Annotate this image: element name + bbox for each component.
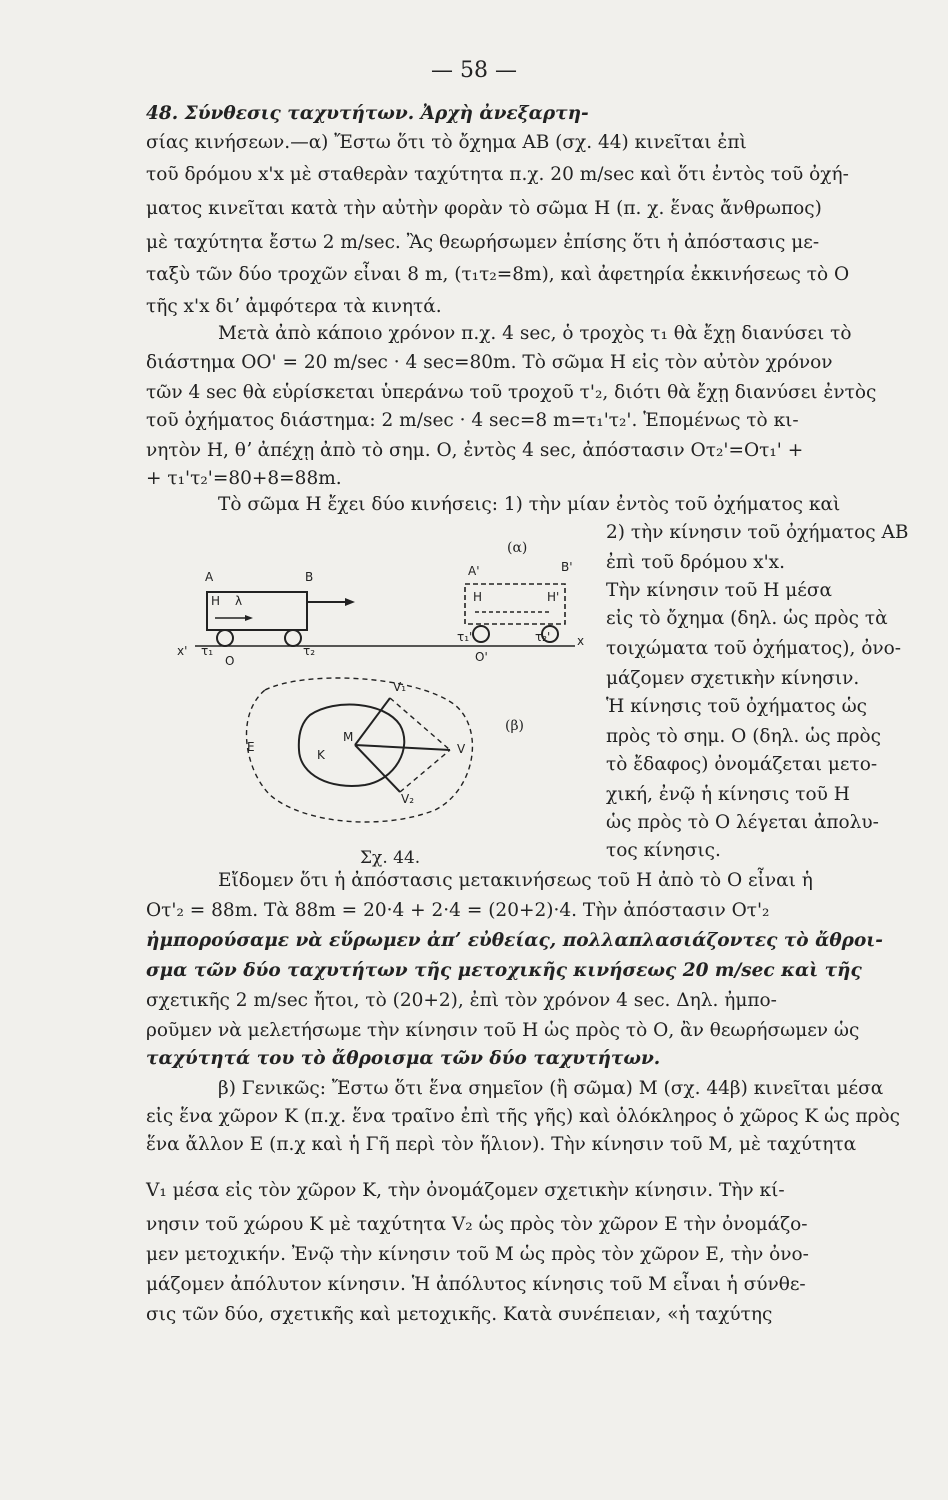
text-line: διάστημα ΟΟ' = 20 m/sec · 4 sec=80m. Τὸ σῶμα Η εἰς τὸν αὐτὸν χρόνον xyxy=(146,352,833,373)
text-line: Ἡ κίνησις τοῦ ὀχήματος ὡς xyxy=(606,696,868,717)
figure-label: Ε xyxy=(247,740,255,754)
text-line: νησιν τοῦ χώρου Κ μὲ ταχύτητα V₂ ὡς πρὸς τὸν χῶρον Ε τὴν ὀνομάζο- xyxy=(146,1214,808,1235)
figure-44-svg xyxy=(195,540,605,870)
figure-caption: Σχ. 44. xyxy=(360,848,421,868)
text-line: τοῦ δρόμου x'x μὲ σταθερὰν ταχύτητα π.χ. 20 m/sec καὶ ὅτι ἐντὸς τοῦ ὀχή- xyxy=(146,164,849,185)
figure-label: Β xyxy=(305,570,314,584)
figure-44 xyxy=(177,540,605,870)
figure-label: x' xyxy=(177,644,188,658)
figure-label: Β' xyxy=(561,560,573,574)
text-line: ἠμπορούσαμε νὰ εὕρωμεν ἀπʼ εὐθείας, πολλαπλασιάζοντες τὸ ἄθροι- xyxy=(146,930,883,951)
figure-label: Ο' xyxy=(475,650,488,664)
text-line: πρὸς τὸ σημ. Ο (δηλ. ὡς πρὸς xyxy=(606,726,881,747)
text-line: ταξὺ τῶν δύο τροχῶν εἶναι 8 m, (τ₁τ₂=8m), καὶ ἀφετηρία ἐκκινήσεως τὸ Ο xyxy=(146,264,850,285)
text-line: Εἴδομεν ὅτι ἡ ἀπόστασις μετακινήσεως τοῦ Η ἀπὸ τὸ Ο εἶναι ἡ xyxy=(218,870,813,891)
text-line: εἰς τὸ ὄχημα (δηλ. ὡς πρὸς τὰ xyxy=(606,608,888,629)
figure-label: τ₁ xyxy=(201,644,214,658)
text-line: ματος κινεῖται κατὰ τὴν αὐτὴν φορὰν τὸ σῶμα Η (π. χ. ἕνας ἄνθρωπος) xyxy=(146,198,822,219)
text-line: Τὴν κίνησιν τοῦ Η μέσα xyxy=(606,580,832,601)
text-line: Τὸ σῶμα Η ἔχει δύο κινήσεις: 1) τὴν μίαν ἐντὸς τοῦ ὀχήματος καὶ xyxy=(218,494,841,515)
text-line: ὡς πρὸς τὸ Ο λέγεται ἀπολυ- xyxy=(606,812,879,833)
wheel-t1-prime xyxy=(473,626,489,642)
figure-label: x xyxy=(577,634,585,648)
text-line: ταχύτητά του τὸ ἄθροισμα τῶν δύο ταχυτήτων. xyxy=(146,1048,661,1069)
figure-label: Η xyxy=(211,594,221,608)
text-line: + τ₁'τ₂'=80+8=88m. xyxy=(146,468,342,489)
text-line: νητὸν Η, θʼ ἀπέχῃ ἀπὸ τὸ σημ. Ο, ἐντὸς 4 sec, ἀπόστασιν Οτ₂'=Οτ₁' + xyxy=(146,440,804,461)
figure-label: Α xyxy=(205,570,214,584)
figure-label: V₁ xyxy=(393,680,407,694)
wagon-ab xyxy=(207,592,307,630)
parallelogram-side xyxy=(400,750,450,792)
figure-label: V xyxy=(457,742,466,756)
page-number: — 58 — xyxy=(431,58,517,83)
text-line: μάζομεν ἀπόλυτον κίνησιν. Ἡ ἀπόλυτος κίνησις τοῦ Μ εἶναι ἡ σύνθε- xyxy=(146,1274,806,1295)
figure-label: Α' xyxy=(468,564,480,578)
figure-label-a: (α) xyxy=(507,540,528,556)
text-line: τῶν 4 sec θὰ εὑρίσκεται ὑπεράνω τοῦ τροχοῦ τ'₂, διότι θὰ ἔχῃ διανύσει ἐντὸς xyxy=(146,382,877,403)
text-line: Οτ'₂ = 88m. Τὰ 88m = 20·4 + 2·4 = (20+2)·4. Τὴν ἀπόστασιν Οτ'₂ xyxy=(146,900,770,921)
text-line: τῆς x'x διʼ ἀμφότερα τὰ κινητά. xyxy=(146,296,442,317)
figure-label: τ₂ xyxy=(303,644,316,658)
figure-label: τ₂' xyxy=(535,630,551,644)
text-line: Μετὰ ἀπὸ κάποιο χρόνον π.χ. 4 sec, ὁ τροχὸς τ₁ θὰ ἔχῃ διανύσει τὸ xyxy=(218,323,852,344)
figure-label: V₂ xyxy=(401,792,415,806)
text-line: 2) τὴν κίνησιν τοῦ ὀχήματος ΑΒ xyxy=(606,522,909,543)
text-line: ροῦμεν νὰ μελετήσωμε τὴν κίνησιν τοῦ Η ὡς πρὸς τὸ Ο, ἂν θεωρήσωμεν ὡς xyxy=(146,1020,860,1041)
text-line: ἕνα ἄλλον Ε (π.χ καὶ ἡ Γῆ περὶ τὸν ἥλιον). Τὴν κίνησιν τοῦ Μ, μὲ ταχύτητα xyxy=(146,1134,857,1155)
wheel-t1 xyxy=(217,630,233,646)
text-line: χική, ἐνῷ ἡ κίνησις τοῦ Η xyxy=(606,784,850,805)
text-line: μεν μετοχικήν. Ἐνῷ τὴν κίνησιν τοῦ Μ ὡς πρὸς τὸν χῶρον Ε, τὴν ὀνο- xyxy=(146,1244,809,1265)
text-line: V₁ μέσα εἰς τὸν χῶρον Κ, τὴν ὀνομάζομεν σχετικὴν κίνησιν. Τὴν κί- xyxy=(146,1180,785,1201)
text-line: τὸ ἔδαφος) ὀνομάζεται μετο- xyxy=(606,754,878,775)
figure-label: Η' xyxy=(547,590,560,604)
wheel-t2 xyxy=(285,630,301,646)
figure-label-b: (β) xyxy=(505,718,525,734)
arrow-head xyxy=(245,615,253,621)
text-line: τος κίνησις. xyxy=(606,840,721,861)
text-line: εἰς ἕνα χῶρον Κ (π.χ. ἕνα τραῖνο ἐπὶ τῆς γῆς) καὶ ὁλόκληρος ὁ χῶρος Κ ὡς πρὸς xyxy=(146,1106,900,1127)
text-line: σχετικῆς 2 m/sec ἤτοι, τὸ (20+2), ἐπὶ τὸν χρόνον 4 sec. Δηλ. ἠμπο- xyxy=(146,990,777,1011)
text-line: β) Γενικῶς: Ἔστω ὅτι ἕνα σημεῖον (ἢ σῶμα) Μ (σχ. 44β) κινεῖται μέσα xyxy=(218,1078,884,1099)
text-line: σμα τῶν δύο ταχυτήτων τῆς μετοχικῆς κινήσεως 20 m/sec καὶ τῆς xyxy=(146,960,862,981)
figure-label: λ xyxy=(235,594,243,608)
text-line: τοιχώματα τοῦ ὀχήματος), ὀνο- xyxy=(606,638,901,659)
figure-label: Ο xyxy=(225,654,235,668)
arrow-head xyxy=(345,598,355,606)
text-line: μάζομεν σχετικὴν κίνησιν. xyxy=(606,668,860,689)
text-line: 48. Σύνθεσις ταχυτήτων. Ἀρχὴ ἀνεξαρτη- xyxy=(146,103,589,124)
text-line: ἐπὶ τοῦ δρόμου x'x. xyxy=(606,552,785,573)
figure-label: Μ xyxy=(343,730,354,744)
text-line: σίας κινήσεων.—α) Ἔστω ὅτι τὸ ὄχημα ΑΒ (σχ. 44) κινεῖται ἐπὶ xyxy=(146,132,747,153)
figure-label: τ₁' xyxy=(457,630,473,644)
text-line: τοῦ ὀχήματος διάστημα: 2 m/sec · 4 sec=8 m=τ₁'τ₂'. Ἑπομένως τὸ κι- xyxy=(146,410,799,431)
figure-label: Η xyxy=(473,590,483,604)
text-line: μὲ ταχύτητα ἔστω 2 m/sec. Ἂς θεωρήσωμεν ἐπίσης ὅτι ἡ ἀπόστασις με- xyxy=(146,232,820,253)
region-k xyxy=(299,705,404,786)
figure-label: Κ xyxy=(317,748,325,762)
text-line: σις τῶν δύο, σχετικῆς καὶ μετοχικῆς. Κατὰ συνέπειαν, «ἡ ταχύτης xyxy=(146,1304,773,1325)
